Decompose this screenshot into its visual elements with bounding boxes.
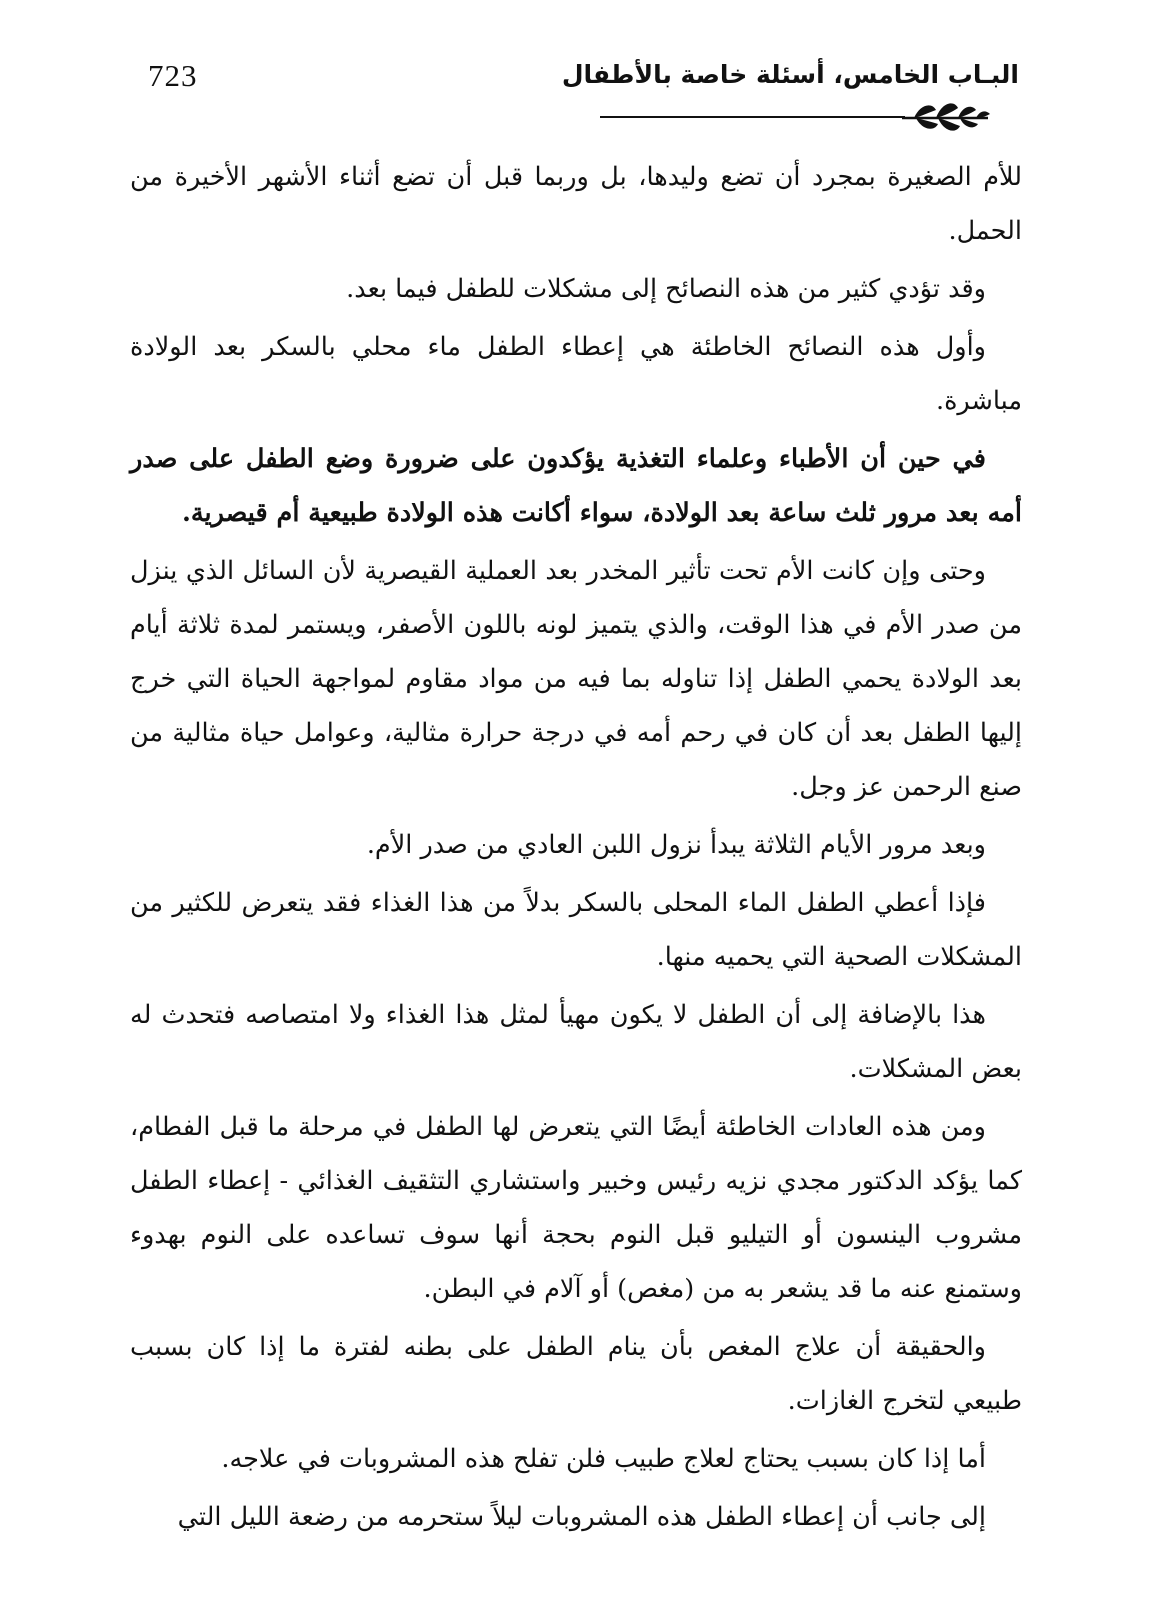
body-text: [130, 150, 1022, 1548]
paragraph-3: وأول هذه النصائح الخاطئة هي إعطاء الطفل ماء محلي بالسكر بعد الولادة مباشرة.: [130, 332, 1022, 416]
paragraph-12: إلى جانب أن إعطاء الطفل هذه المشروبات ليلاً ستحرمه من رضعة الليل التي: [177, 1502, 986, 1532]
paragraph-2: وقد تؤدي كثير من هذه النصائح إلى مشكلات للطفل فيما بعد.: [346, 274, 986, 304]
leaf-branch-ornament-icon: [900, 96, 992, 136]
page-number: 723: [148, 58, 198, 93]
paragraph-10: والحقيقة أن علاج المغص بأن ينام الطفل على بطنه لفترة ما إذا كان بسبب طبيعي لتخرج الغازات.: [130, 1332, 1022, 1416]
running-header-chapter-title: البـاب الخامس، أسئلة خاصة بالأطفال: [561, 60, 1019, 89]
paragraph-1: للأم الصغيرة بمجرد أن تضع وليدها، بل وربما قبل أن تضع أثناء الأشهر الأخيرة من الحمل.: [130, 162, 1022, 246]
paragraph-9: ومن هذه العادات الخاطئة أيضًا التي يتعرض لها الطفل في مرحلة ما قبل الفطام، كما يؤكد الدكتور مجدي نزيه رئيس وخبير واستشاري التثقيف الغذائي - إعطاء الطفل مشروب الينسون أو التيليو قبل النوم بحجة أنها سوف تساعده على النوم بهدوء وستمنع عنه ما قد يشعر به من (مغص) أو آلام في البطن.: [130, 1112, 1022, 1304]
paragraph-4: في حين أن الأطباء وعلماء التغذية يؤكدون على ضرورة وضع الطفل على صدر أمه بعد مرور ثلث ساعة بعد الولادة، سواء أكانت هذه الولادة طبيعية أم قيصرية.: [130, 444, 1022, 528]
paragraph-8: هذا بالإضافة إلى أن الطفل لا يكون مهيأ لمثل هذا الغذاء ولا امتصاصه فتحدث له بعض المشكلات.: [130, 1000, 1022, 1084]
header-rule: [600, 116, 905, 118]
paragraph-6: وبعد مرور الأيام الثلاثة يبدأ نزول اللبن العادي من صدر الأم.: [366, 830, 986, 860]
paragraph-7: فإذا أعطي الطفل الماء المحلى بالسكر بدلاً من هذا الغذاء فقد يتعرض للكثير من المشكلات الصحية التي يحميه منها.: [130, 888, 1022, 972]
paragraph-11: أما إذا كان بسبب يحتاج لعلاج طبيب فلن تفلح هذه المشروبات في علاجه.: [221, 1444, 986, 1474]
paragraph-5: وحتى وإن كانت الأم تحت تأثير المخدر بعد العملية القيصرية لأن السائل الذي ينزل من صدر الأم في هذا الوقت، والذي يتميز لونه باللون الأصفر، ويستمر لمدة ثلاثة أيام بعد الولادة يحمي الطفل إذا تناوله بما فيه من مواد مقاوم لمواجهة الحياة التي خرج إليها الطفل بعد أن كان في رحم أمه في درجة حرارة مثالية، وعوامل حياة مثالية من صنع الرحمن عز وجل.: [130, 556, 1022, 802]
